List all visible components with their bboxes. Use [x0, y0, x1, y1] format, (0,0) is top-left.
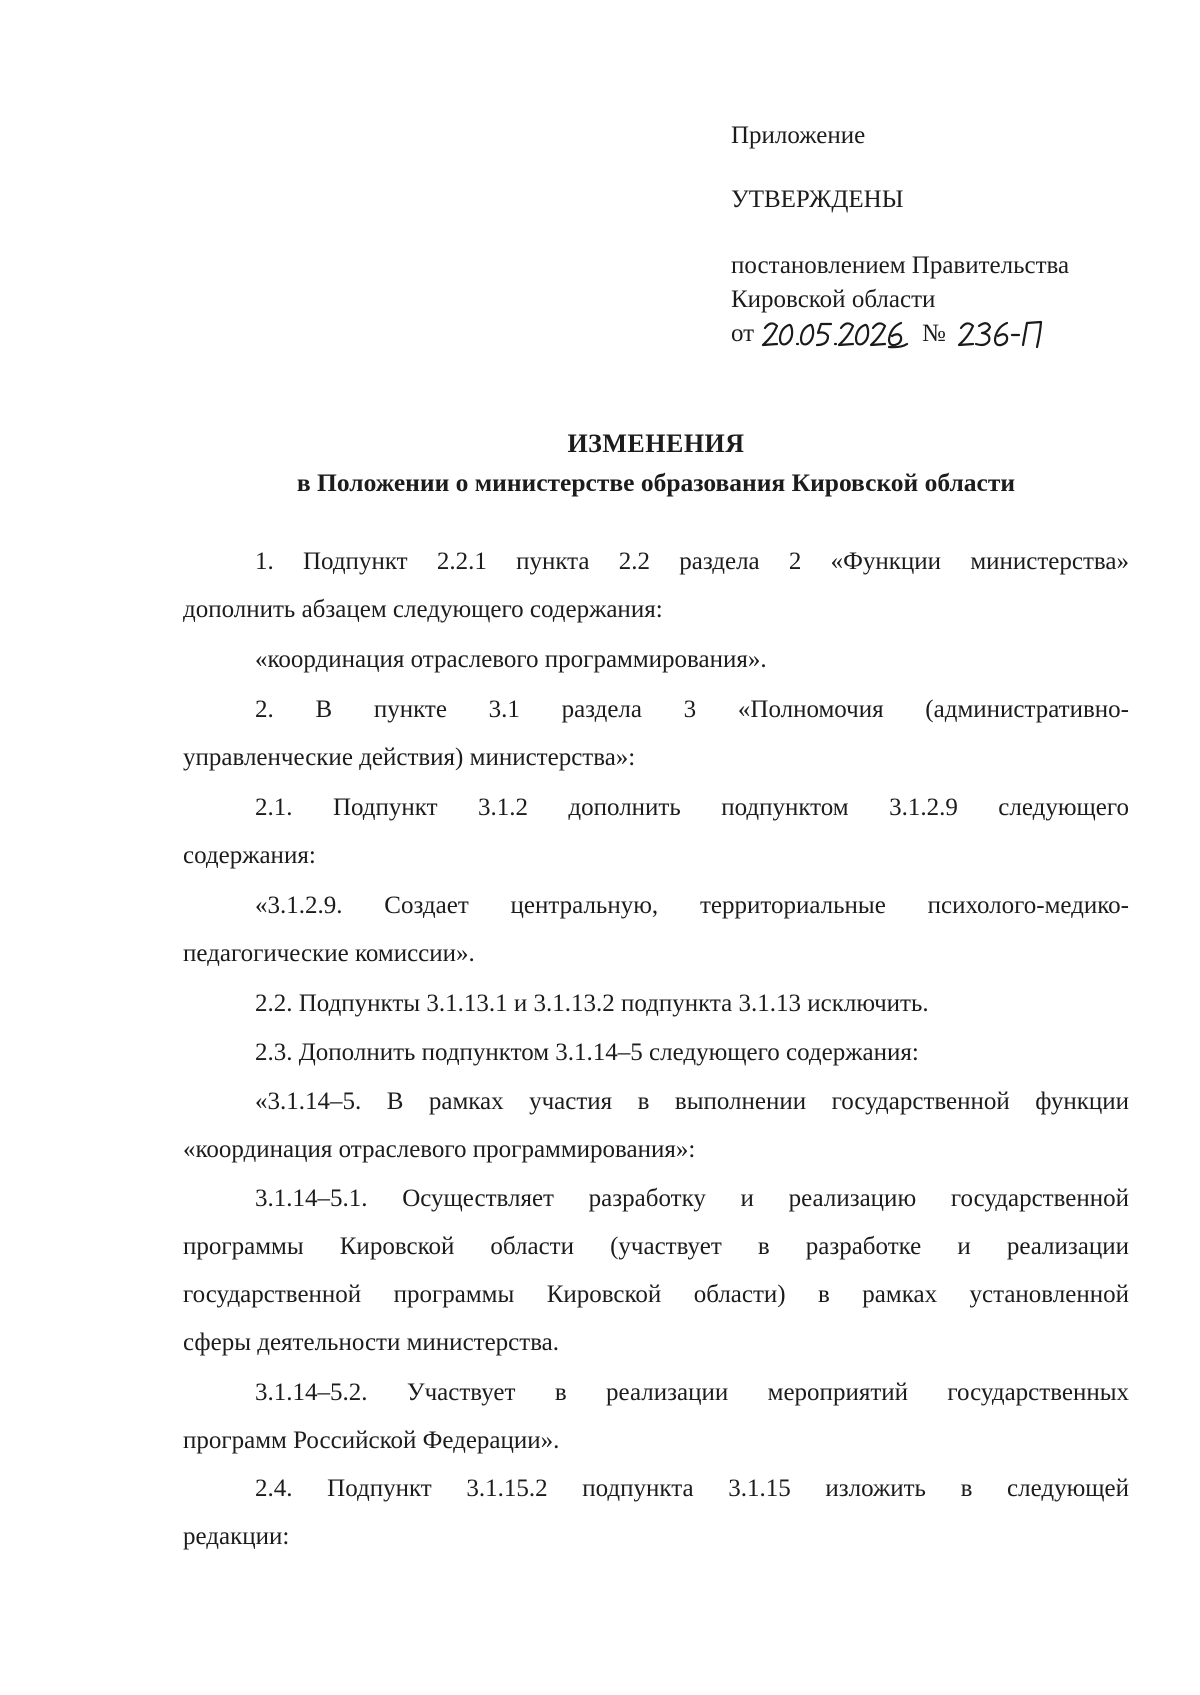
paragraph-2: [183, 636, 1129, 684]
paragraph-9-line-1: 3.1.14–5.1. Осуществляет разработку и реализацию государственной: [255, 1185, 1129, 1212]
paragraph-10: [183, 1369, 1129, 1465]
paragraph-10-line-1: 3.1.14–5.2. Участвует в реализации мероприятий государственных: [255, 1379, 1129, 1406]
paragraph-7: [183, 1029, 1129, 1077]
paragraph-1-line-1: 1. Подпункт 2.2.1 пункта 2.2 раздела 2 «Функции министерства»: [255, 548, 1129, 575]
paragraph-9-line-2: программы Кировской области (участвует в разработке и реализации: [183, 1233, 1129, 1260]
paragraph-9-line-4: сферы деятельности министерства.: [183, 1329, 560, 1356]
paragraph-9-line-3: государственной программы Кировской области) в рамках установленной: [183, 1281, 1129, 1308]
paragraph-1: [183, 538, 1129, 634]
paragraph-3-line-2: управленческие действия) министерства»:: [183, 744, 636, 771]
handwritten-date: [761, 314, 911, 354]
paragraph-2-line-1: «координация отраслевого программирования».: [255, 646, 767, 673]
paragraph-9: [183, 1175, 1129, 1367]
approved-label: УТВЕРЖДЕНЫ: [731, 186, 904, 213]
decree-line-2: Кировской области: [731, 286, 936, 313]
paragraph-1-line-2: дополнить абзацем следующего содержания:: [183, 596, 663, 623]
paragraph-5: [183, 882, 1129, 978]
paragraph-4-line-2: содержания:: [183, 842, 316, 869]
decree-line-1: постановлением Правительства: [731, 252, 1070, 279]
number-prefix: №: [922, 320, 946, 347]
paragraph-4: [183, 784, 1129, 880]
paragraph-8-line-1: «3.1.14–5. В рамках участия в выполнении государственной функции: [255, 1088, 1129, 1115]
paragraph-11-line-1: 2.4. Подпункт 3.1.15.2 подпункта 3.1.15 изложить в следующей: [255, 1475, 1129, 1502]
paragraph-4-line-1: 2.1. Подпункт 3.1.2 дополнить подпунктом 3.1.2.9 следующего: [255, 794, 1129, 821]
annex-label: Приложение: [731, 122, 866, 149]
paragraph-8: [183, 1078, 1129, 1174]
document-title: ИЗМЕНЕНИЯ: [567, 429, 745, 458]
paragraph-3-line-1: 2. В пункте 3.1 раздела 3 «Полномочия (административно-: [255, 696, 1129, 723]
paragraph-5-line-2: педагогические комиссии».: [183, 940, 475, 967]
handwritten-number: [957, 314, 1047, 354]
paragraph-6-line-1: 2.2. Подпункты 3.1.13.1 и 3.1.13.2 подпункта 3.1.13 исключить.: [255, 990, 929, 1017]
paragraph-11-line-2: редакции:: [183, 1523, 290, 1550]
document-subtitle: в Положении о министерстве образования Кировской области: [296, 468, 1016, 497]
paragraph-10-line-2: программ Российской Федерации».: [183, 1427, 560, 1454]
paragraph-6: [183, 980, 1129, 1028]
paragraph-7-line-1: 2.3. Дополнить подпунктом 3.1.14–5 следующего содержания:: [255, 1039, 919, 1066]
paragraph-5-line-1: «3.1.2.9. Создает центральную, территориальные психолого-медико-: [255, 892, 1129, 919]
paragraph-11: [183, 1465, 1129, 1561]
date-prefix: от: [731, 320, 755, 347]
paragraph-8-line-2: «координация отраслевого программирования»:: [183, 1136, 696, 1163]
paragraph-3: [183, 686, 1129, 782]
